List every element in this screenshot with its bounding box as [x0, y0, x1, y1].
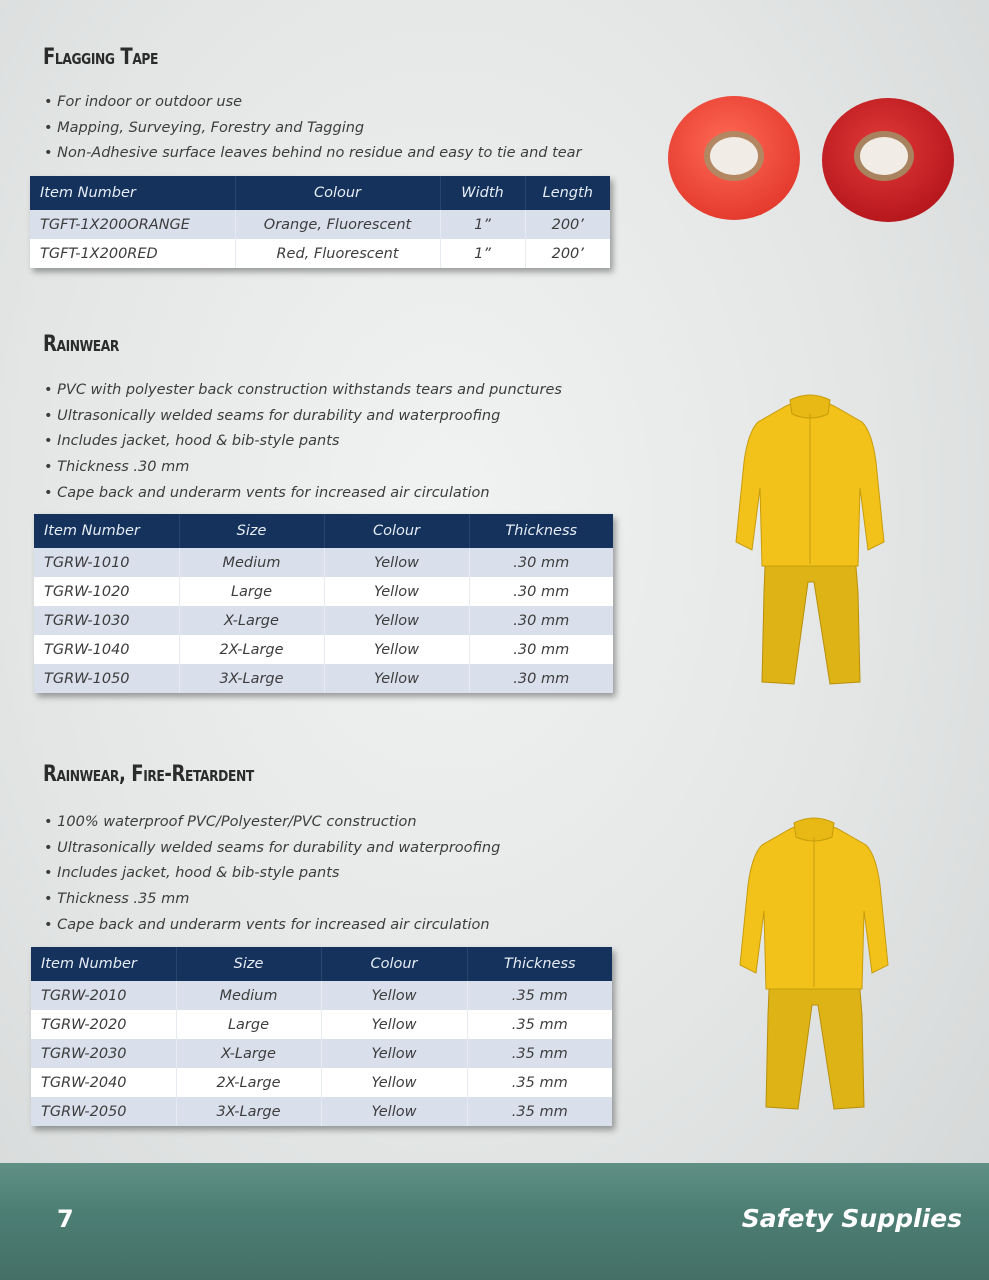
table-cell: X-Large — [176, 1039, 321, 1068]
table-row — [31, 1039, 612, 1068]
yellow-fire-retardent-rainsuit-image — [734, 815, 894, 1113]
table-cell: Large — [179, 577, 324, 606]
orange-tape-roll — [668, 96, 800, 220]
table-cell: TGFT-1X200ORANGE — [30, 210, 235, 239]
table-cell: Yellow — [321, 1039, 467, 1068]
table-cell: Orange, Fluorescent — [235, 210, 440, 239]
table-cell: .35 mm — [467, 1010, 612, 1039]
table-cell: Yellow — [321, 981, 467, 1010]
feature-item: • Includes jacket, hood & bib-style pants — [44, 433, 340, 450]
column-header: Item Number — [30, 176, 235, 210]
table-row — [31, 981, 612, 1010]
table-row — [34, 606, 613, 635]
table-row — [31, 1010, 612, 1039]
table-row — [31, 1068, 612, 1097]
yellow-rainsuit-image — [730, 392, 890, 690]
table-cell: TGRW-2050 — [31, 1097, 176, 1126]
feature-item: • Includes jacket, hood & bib-style pants — [44, 865, 340, 882]
column-header: Thickness — [467, 947, 612, 981]
column-header: Size — [179, 514, 324, 548]
table-row — [34, 548, 613, 577]
flagging-tape-rolls-image — [662, 90, 962, 235]
rainwear-table — [34, 514, 613, 693]
table-cell: Yellow — [324, 664, 469, 693]
table-cell: .35 mm — [467, 1097, 612, 1126]
section-title-rainwear-fire-retardent: Rainwear, Fire-Retardent — [43, 762, 254, 787]
table-row — [34, 635, 613, 664]
column-header: Size — [176, 947, 321, 981]
feature-item: • 100% waterproof PVC/Polyester/PVC construction — [44, 814, 417, 830]
rainwear-fr-features — [44, 810, 500, 938]
table-row — [30, 210, 610, 239]
table-cell: Red, Fluorescent — [235, 239, 440, 268]
table-cell: TGRW-1020 — [34, 577, 179, 606]
table-cell: 200’ — [525, 210, 610, 239]
table-cell: Yellow — [324, 577, 469, 606]
table-cell: Yellow — [321, 1097, 467, 1126]
table-cell: TGRW-2020 — [31, 1010, 176, 1039]
column-header: Colour — [321, 947, 467, 981]
table-cell: .30 mm — [469, 548, 613, 577]
table-cell: 3X-Large — [179, 664, 324, 693]
table-cell: TGRW-2010 — [31, 981, 176, 1010]
table-cell: Yellow — [324, 548, 469, 577]
table-cell: .35 mm — [467, 981, 612, 1010]
red-tape-roll — [822, 98, 954, 222]
feature-item: • Cape back and underarm vents for increased air circulation — [44, 916, 490, 933]
feature-item: • Non-Adhesive surface leaves behind no residue and easy to tie and tear — [44, 145, 582, 162]
table-cell: 200’ — [525, 239, 610, 268]
rainsuit-jacket — [736, 395, 884, 566]
table-cell: 1” — [440, 210, 525, 239]
rainsuit-jacket — [740, 818, 888, 989]
column-header: Colour — [324, 514, 469, 548]
table-header-row — [31, 947, 612, 981]
section-title-rainwear: Rainwear — [43, 332, 119, 357]
column-header: Length — [525, 176, 610, 210]
column-header: Thickness — [469, 514, 613, 548]
table-cell: TGRW-1040 — [34, 635, 179, 664]
table-cell: 3X-Large — [176, 1097, 321, 1126]
table-cell: Yellow — [321, 1068, 467, 1097]
column-header: Width — [440, 176, 525, 210]
section-title-flagging-tape: Flagging Tape — [43, 45, 159, 70]
table-cell: Yellow — [324, 635, 469, 664]
column-header: Colour — [235, 176, 440, 210]
rainwear-fr-table — [31, 947, 612, 1126]
table-cell: Large — [176, 1010, 321, 1039]
table-cell: TGRW-1030 — [34, 606, 179, 635]
table-cell: .30 mm — [469, 635, 613, 664]
column-header: Item Number — [31, 947, 176, 981]
table-cell: X-Large — [179, 606, 324, 635]
feature-item: • Mapping, Surveying, Forestry and Tagging — [44, 119, 365, 136]
table-header-row — [30, 176, 610, 210]
flagging-tape-table — [30, 176, 610, 268]
feature-item: • Cape back and underarm vents for increased air circulation — [44, 484, 490, 501]
table-cell: .35 mm — [467, 1068, 612, 1097]
page-number: 7 — [57, 1205, 74, 1233]
table-cell: 2X-Large — [176, 1068, 321, 1097]
column-header: Item Number — [34, 514, 179, 548]
table-header-row — [34, 514, 613, 548]
table-cell: 2X-Large — [179, 635, 324, 664]
table-cell: TGFT-1X200RED — [30, 239, 235, 268]
footer-title: Safety Supplies — [741, 1204, 962, 1233]
table-cell: TGRW-1050 — [34, 664, 179, 693]
table-cell: TGRW-2040 — [31, 1068, 176, 1097]
feature-item: • Ultrasonically welded seams for durability and waterproofing — [44, 839, 501, 856]
feature-item: • For indoor or outdoor use — [44, 94, 243, 110]
table-cell: TGRW-1010 — [34, 548, 179, 577]
table-cell: .30 mm — [469, 664, 613, 693]
table-cell: .35 mm — [467, 1039, 612, 1068]
table-cell: Yellow — [324, 606, 469, 635]
table-cell: Yellow — [321, 1010, 467, 1039]
table-cell: 1” — [440, 239, 525, 268]
feature-item: • PVC with polyester back construction withstands tears and punctures — [44, 382, 562, 398]
table-cell: Medium — [176, 981, 321, 1010]
table-row — [30, 239, 610, 268]
feature-item: • Thickness .30 mm — [44, 459, 190, 476]
feature-item: • Thickness .35 mm — [44, 891, 190, 908]
table-row — [31, 1097, 612, 1126]
flagging-tape-features — [44, 90, 582, 167]
table-cell: Medium — [179, 548, 324, 577]
table-cell: .30 mm — [469, 606, 613, 635]
table-row — [34, 577, 613, 606]
table-row — [34, 664, 613, 693]
feature-item: • Ultrasonically welded seams for durability and waterproofing — [44, 407, 501, 424]
table-cell: TGRW-2030 — [31, 1039, 176, 1068]
rainwear-features — [44, 378, 562, 506]
table-cell: .30 mm — [469, 577, 613, 606]
